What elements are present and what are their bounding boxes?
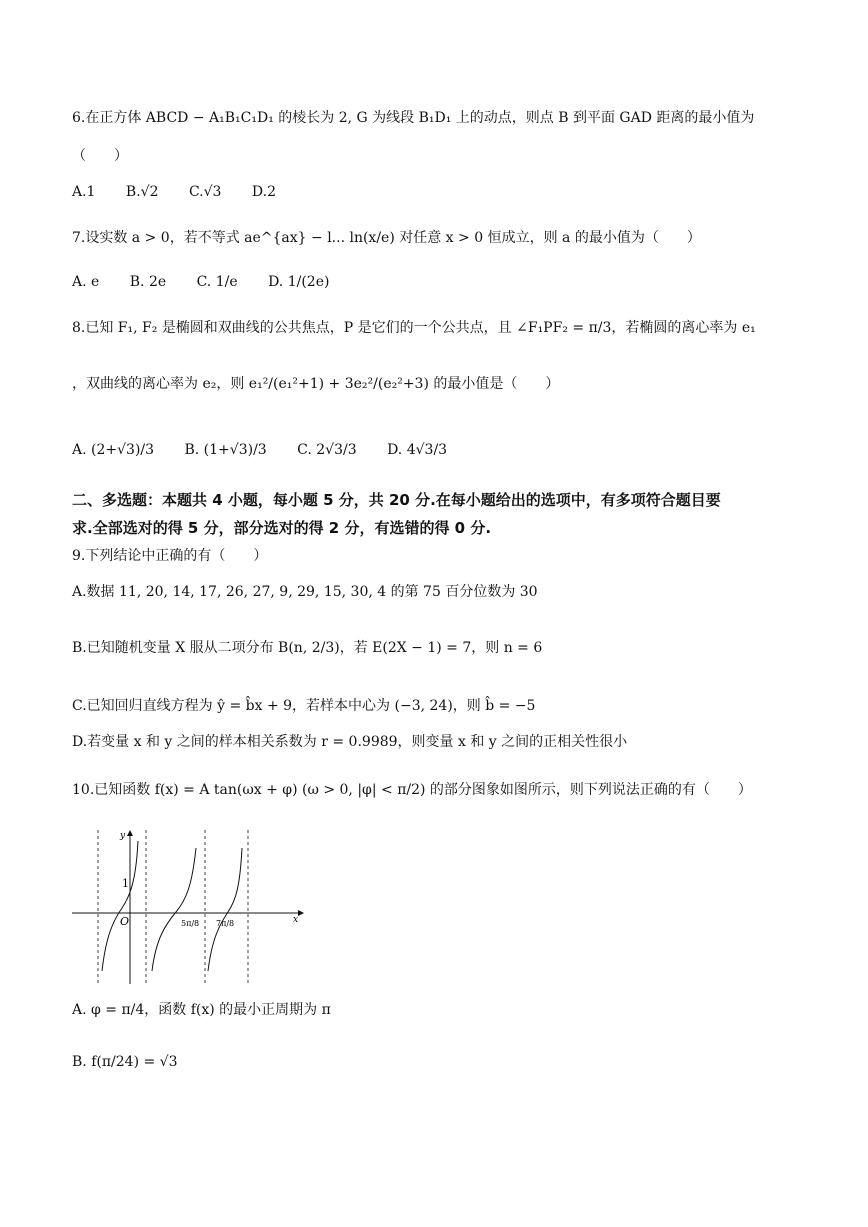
y-axis-label: y [120, 831, 126, 841]
q6-option-b: B.√2 [125, 184, 159, 200]
tangent-branch-1 [102, 841, 138, 971]
q6-paren: （ ） [72, 148, 128, 164]
q7-option-c: C. 1/e [196, 274, 238, 290]
q8-stem-line2: ，双曲线的离心率为 e₂，则 e₁²/(e₁²+1) + 3e₂²/(e₂²+3) 的最小值是（ ） [72, 376, 560, 392]
q9-option-d: D.若变量 x 和 y 之间的样本相关系数为 r = 0.9989，则变量 x 和 y 之间的正相关性很小 [72, 734, 628, 750]
q7-options [72, 272, 355, 292]
q6-option-a: A.1 [72, 184, 96, 200]
tangent-branch-3 [208, 848, 242, 971]
q9-option-c: C.已知回归直线方程为 ŷ = b̂x + 9，若样本中心为 (−3, 24)，则 b̂ = −5 [72, 698, 536, 714]
q6-stem: 6.在正方体 ABCD − A₁B₁C₁D₁ 的棱长为 2, G 为线段 B₁D₁ 上的动点，则点 B 到平面 GAD 距离的最小值为 [72, 110, 755, 126]
tick-5pi-8: 5π/8 [181, 919, 200, 928]
q8-stem-line1: 8.已知 F₁, F₂ 是椭圆和双曲线的公共焦点，P 是它们的一个公共点，且 ∠F₁PF₂ = π/3，若椭圆的离心率为 e₁ [72, 320, 756, 336]
tangent-branch-2 [152, 848, 196, 971]
q7-option-a: A. e [72, 274, 100, 290]
x-axis-arrow-icon [298, 910, 304, 916]
q9-option-b: B.已知随机变量 X 服从二项分布 B(n, 2/3)，若 E(2X − 1) = 7，则 n = 6 [72, 640, 543, 656]
q6-options [72, 182, 302, 202]
section2-heading-line2: 求.全部选对的得 5 分，部分选对的得 2 分，有选错的得 0 分. [72, 519, 492, 537]
q9-option-a: A.数据 11, 20, 14, 17, 26, 27, 9, 29, 15, 30, 4 的第 75 百分位数为 30 [72, 584, 538, 600]
q6-option-d: D.2 [251, 184, 276, 200]
y-one-label: 1 [122, 877, 129, 890]
tangent-graph [68, 826, 308, 986]
q7-stem: 7.设实数 a > 0，若不等式 ae^{ax} − l... ln(x/e) 对任意 x > 0 恒成立，则 a 的最小值为（ ） [72, 230, 701, 246]
q7-option-b: B. 2e [129, 274, 167, 290]
q8-option-a: A. (2+√3)/3 [72, 442, 155, 458]
x-axis-label: x [293, 915, 299, 925]
q8-option-c: C. 2√3/3 [297, 442, 357, 458]
q6-option-c: C.√3 [188, 184, 222, 200]
q10-option-a: A. φ = π/4，函数 f(x) 的最小正周期为 π [72, 1002, 331, 1018]
q10-option-b: B. f(π/24) = √3 [72, 1054, 178, 1070]
q9-stem: 9.下列结论中正确的有（ ） [72, 548, 268, 564]
q7-option-d: D. 1/(2e) [268, 274, 330, 290]
tick-7pi-8: 7π/8 [216, 919, 235, 928]
q10-stem: 10.已知函数 f(x) = A tan(ωx + φ) (ω > 0, |φ| < π/2) 的部分图象如图所示，则下列说法正确的有（ ） [72, 782, 752, 798]
origin-label: O [120, 915, 130, 928]
y-axis-arrow-icon [127, 830, 133, 836]
section2-heading-line1: 二、多选题：本题共 4 小题，每小题 5 分，共 20 分.在每小题给出的选项中，有多项符合题目要 [72, 491, 721, 509]
q8-option-d: D. 4√3/3 [387, 442, 448, 458]
q8-option-b: B. (1+√3)/3 [184, 442, 267, 458]
q8-options [72, 440, 473, 460]
